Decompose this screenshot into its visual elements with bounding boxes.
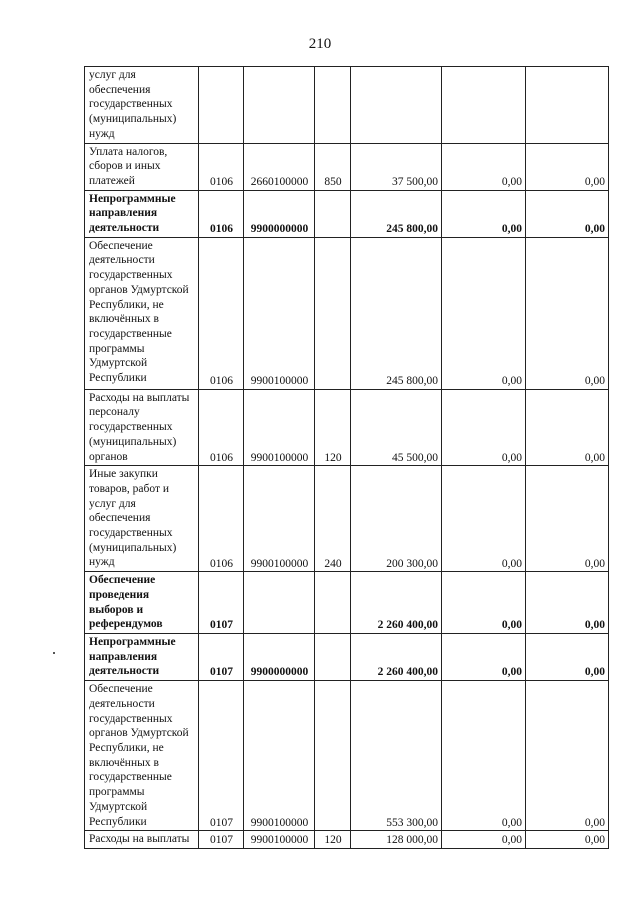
amount-3-cell: 0,00 xyxy=(526,831,609,849)
row-name-cell: Расходы на выплаты xyxy=(85,831,199,849)
table-row xyxy=(85,634,609,681)
section-code-cell: 0106 xyxy=(199,190,244,237)
amount-2-cell: 0,00 xyxy=(442,831,526,849)
section-code-cell: 0106 xyxy=(199,143,244,190)
expense-type-cell: 120 xyxy=(315,831,351,849)
target-code-cell: 9900100000 xyxy=(244,831,315,849)
amount-2-cell: 0,00 xyxy=(442,634,526,681)
expense-type-cell: 120 xyxy=(315,389,351,466)
amount-3-cell: 0,00 xyxy=(526,190,609,237)
row-name-cell: Уплата налогов, сборов и иных платежей xyxy=(85,143,199,190)
row-name-cell: Обеспечение деятельности государственных органов Удмуртской Республики, не включённых в государственные программы Удмуртской Республики xyxy=(85,681,199,831)
amount-3-cell: 0,00 xyxy=(526,143,609,190)
budget-table xyxy=(84,66,609,849)
expense-type-cell xyxy=(315,67,351,144)
table-row xyxy=(85,389,609,466)
target-code-cell xyxy=(244,67,315,144)
expense-type-cell xyxy=(315,237,351,389)
row-name-cell: услуг для обеспечения государственных (муниципальных) нужд xyxy=(85,67,199,144)
amount-cell: 553 300,00 xyxy=(351,681,442,831)
amount-cell: 37 500,00 xyxy=(351,143,442,190)
amount-2-cell: 0,00 xyxy=(442,389,526,466)
expense-type-cell: 240 xyxy=(315,466,351,572)
amount-cell: 45 500,00 xyxy=(351,389,442,466)
target-code-cell: 9900100000 xyxy=(244,466,315,572)
amount-3-cell: 0,00 xyxy=(526,681,609,831)
expense-type-cell xyxy=(315,681,351,831)
page-number: 210 xyxy=(308,36,332,52)
amount-2-cell: 0,00 xyxy=(442,190,526,237)
section-code-cell: 0107 xyxy=(199,634,244,681)
table-row xyxy=(85,237,609,389)
table-row xyxy=(85,67,609,144)
target-code-cell: 9900000000 xyxy=(244,190,315,237)
table-row xyxy=(85,681,609,831)
amount-cell: 2 260 400,00 xyxy=(351,572,442,634)
table-row xyxy=(85,466,609,572)
amount-3-cell: 0,00 xyxy=(526,466,609,572)
section-code-cell xyxy=(199,67,244,144)
amount-2-cell xyxy=(442,67,526,144)
target-code-cell: 9900100000 xyxy=(244,237,315,389)
expense-type-cell xyxy=(315,634,351,681)
table-row xyxy=(85,143,609,190)
target-code-cell: 9900100000 xyxy=(244,389,315,466)
expense-type-cell xyxy=(315,190,351,237)
amount-3-cell: 0,00 xyxy=(526,634,609,681)
section-code-cell: 0107 xyxy=(199,572,244,634)
table-row xyxy=(85,831,609,849)
amount-cell: 200 300,00 xyxy=(351,466,442,572)
scan-speck xyxy=(53,652,55,654)
section-code-cell: 0106 xyxy=(199,389,244,466)
row-name-cell: Расходы на выплаты персоналу государственных (муниципальных) органов xyxy=(85,389,199,466)
target-code-cell xyxy=(244,572,315,634)
table-row xyxy=(85,572,609,634)
amount-cell: 2 260 400,00 xyxy=(351,634,442,681)
target-code-cell: 2660100000 xyxy=(244,143,315,190)
amount-2-cell: 0,00 xyxy=(442,572,526,634)
amount-3-cell xyxy=(526,67,609,144)
section-code-cell: 0106 xyxy=(199,237,244,389)
expense-type-cell xyxy=(315,572,351,634)
amount-cell: 245 800,00 xyxy=(351,237,442,389)
row-name-cell: Обеспечение проведения выборов и референдумов xyxy=(85,572,199,634)
section-code-cell: 0107 xyxy=(199,831,244,849)
expense-type-cell: 850 xyxy=(315,143,351,190)
amount-3-cell: 0,00 xyxy=(526,389,609,466)
amount-2-cell: 0,00 xyxy=(442,237,526,389)
section-code-cell: 0106 xyxy=(199,466,244,572)
row-name-cell: Непрограммные направления деятельности xyxy=(85,634,199,681)
row-name-cell: Обеспечение деятельности государственных органов Удмуртской Республики, не включённых в государственные программы Удмуртской Республики xyxy=(85,237,199,389)
section-code-cell: 0107 xyxy=(199,681,244,831)
amount-3-cell: 0,00 xyxy=(526,237,609,389)
amount-2-cell: 0,00 xyxy=(442,681,526,831)
row-name-cell: Непрограммные направления деятельности xyxy=(85,190,199,237)
target-code-cell: 9900000000 xyxy=(244,634,315,681)
amount-3-cell: 0,00 xyxy=(526,572,609,634)
table-row xyxy=(85,190,609,237)
amount-cell xyxy=(351,67,442,144)
amount-cell: 245 800,00 xyxy=(351,190,442,237)
target-code-cell: 9900100000 xyxy=(244,681,315,831)
amount-2-cell: 0,00 xyxy=(442,143,526,190)
amount-cell: 128 000,00 xyxy=(351,831,442,849)
row-name-cell: Иные закупки товаров, работ и услуг для обеспечения государственных (муниципальных) нужд xyxy=(85,466,199,572)
amount-2-cell: 0,00 xyxy=(442,466,526,572)
